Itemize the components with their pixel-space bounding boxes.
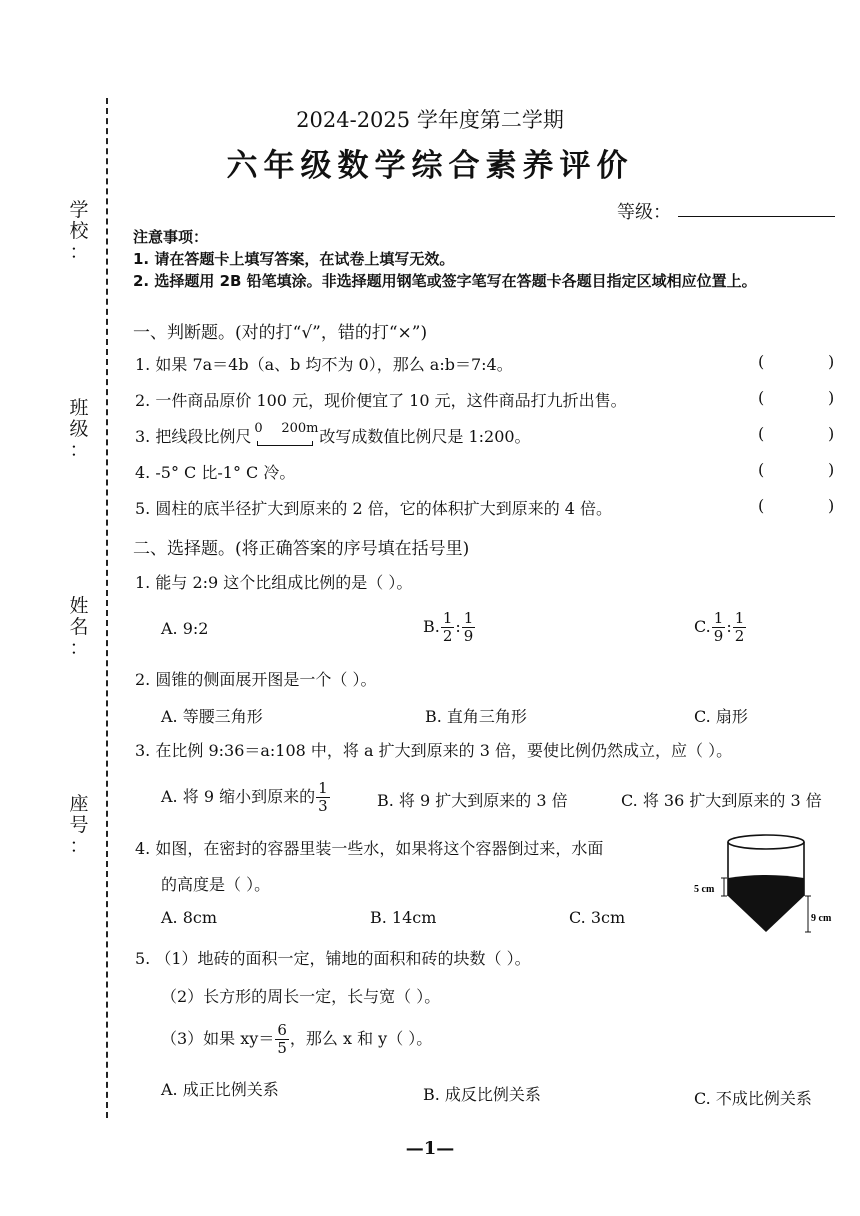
cone-height-label: 9 cm	[811, 913, 832, 924]
scale-end: 200m	[281, 420, 319, 436]
scale-start: 0	[254, 420, 263, 436]
choice-q5-part1: 5. （1）地砖的面积一定，铺地的面积和砖的块数（ ）。	[135, 949, 531, 968]
choice-q4-option-b: B. 14cm	[370, 908, 437, 927]
judge-q1: 1. 如果 7a＝4b（a、b 均不为 0），那么 a:b＝7:4。	[135, 355, 513, 374]
answer-paren-close: )	[828, 496, 835, 515]
answer-paren-open: (	[758, 352, 765, 371]
choice-q1: 1. 能与 2:9 这个比组成比例的是（ ）。	[135, 573, 413, 592]
choice-q4-option-c: C. 3cm	[569, 908, 626, 927]
school-year: 2024-2025 学年度第二学期	[296, 108, 564, 132]
answer-paren-close: )	[828, 388, 835, 407]
choice-q5-option-a: A. 成正比例关系	[161, 1080, 279, 1099]
choice-q3-option-c: C. 将 36 扩大到原来的 3 倍	[621, 791, 822, 810]
choice-q2: 2. 圆锥的侧面展开图是一个（ ）。	[135, 670, 377, 689]
side-label-school: 学 校 ：	[69, 199, 89, 263]
answer-paren-open: (	[758, 496, 765, 515]
choice-q1-option-a: A. 9:2	[161, 619, 209, 638]
page-title: 六年级数学综合素养评价	[226, 148, 634, 184]
answer-paren-close: )	[828, 424, 835, 443]
side-label-name: 姓 名 ：	[69, 595, 89, 659]
water-height-label: 5 cm	[694, 884, 715, 895]
notes-heading: 注意事项：	[133, 228, 209, 246]
section1-heading: 一、判断题。(对的打“√”，错的打“×”)	[133, 323, 428, 343]
choice-q4-line1: 4. 如图，在密封的容器里装一些水，如果将这个容器倒过来，水面	[135, 839, 604, 858]
choice-q2-option-b: B. 直角三角形	[425, 707, 527, 726]
cut-line	[106, 98, 108, 1118]
answer-paren-close: )	[828, 460, 835, 479]
judge-q5: 5. 圆柱的底半径扩大到原来的 2 倍，它的体积扩大到原来的 4 倍。	[135, 499, 613, 518]
judge-q2: 2. 一件商品原价 100 元，现价便宜了 10 元，这件商品打九折出售。	[135, 391, 627, 410]
choice-q2-option-c: C. 扇形	[694, 707, 748, 726]
side-label-seat: 座 号 ：	[69, 793, 89, 857]
container-figure	[690, 828, 836, 940]
choice-q5-option-c: C. 不成比例关系	[694, 1089, 812, 1108]
choice-q2-option-a: A. 等腰三角形	[161, 707, 263, 726]
grade-label: 等级：	[617, 202, 671, 223]
choice-q3: 3. 在比例 9:36＝a:108 中，将 a 扩大到原来的 3 倍，要使比例仍然成立，应（ ）。	[135, 741, 733, 760]
note-item-1: 1. 请在答题卡上填写答案，在试卷上填写无效。	[133, 250, 455, 268]
judge-q4: 4. -5° C 比-1° C 冷。	[135, 463, 296, 482]
choice-q5-part2: （2）长方形的周长一定，长与宽（ ）。	[161, 987, 441, 1006]
fraction: $\frac{1}{3}$	[318, 779, 328, 815]
fraction: $\frac{6}{5}$	[277, 1021, 287, 1057]
answer-paren-close: )	[828, 352, 835, 371]
choice-q1-option-b: B. $\frac{1}{2}$ : $\frac{1}{9}$	[423, 609, 474, 645]
choice-q5-part3: （3）如果 xy＝ $\frac{6}{5}$ ，那么 x 和 y（ ）。	[161, 1021, 433, 1057]
choice-q1-option-c: C. $\frac{1}{9}$ : $\frac{1}{2}$	[694, 609, 745, 645]
judge-q3-text: 3. 把线段比例尺	[135, 427, 252, 446]
section2-heading: 二、选择题。(将正确答案的序号填在括号里)	[133, 539, 470, 559]
choice-q4-option-a: A. 8cm	[161, 908, 218, 927]
line-scale-figure	[251, 420, 319, 449]
judge-q3-tail: 改写成数值比例尺是 1:200。	[319, 427, 531, 446]
answer-paren-open: (	[758, 388, 765, 407]
judge-q3	[135, 420, 531, 449]
answer-paren-open: (	[758, 424, 765, 443]
fraction: $\frac{1}{2}$	[442, 609, 453, 645]
choice-q4-line2: 的高度是（ ）。	[161, 875, 271, 894]
choice-q3-option-a: A. 将 9 缩小到原来的 $\frac{1}{3}$	[161, 779, 328, 815]
answer-paren-open: (	[758, 460, 765, 479]
choice-q3-option-b: B. 将 9 扩大到原来的 3 倍	[377, 791, 568, 810]
grade-blank-line[interactable]	[678, 216, 835, 217]
side-label-class: 班 级 ：	[69, 397, 89, 461]
fraction: $\frac{1}{9}$	[463, 609, 474, 645]
page-number: —1—	[405, 1138, 455, 1159]
fraction: $\frac{1}{2}$	[734, 609, 745, 645]
fraction: $\frac{1}{9}$	[713, 609, 724, 645]
choice-q5-option-b: B. 成反比例关系	[423, 1085, 541, 1104]
note-item-2: 2. 选择题用 2B 铅笔填涂。非选择题用钢笔或签字笔写在答题卡各题目指定区域相应位置上。	[133, 272, 757, 290]
